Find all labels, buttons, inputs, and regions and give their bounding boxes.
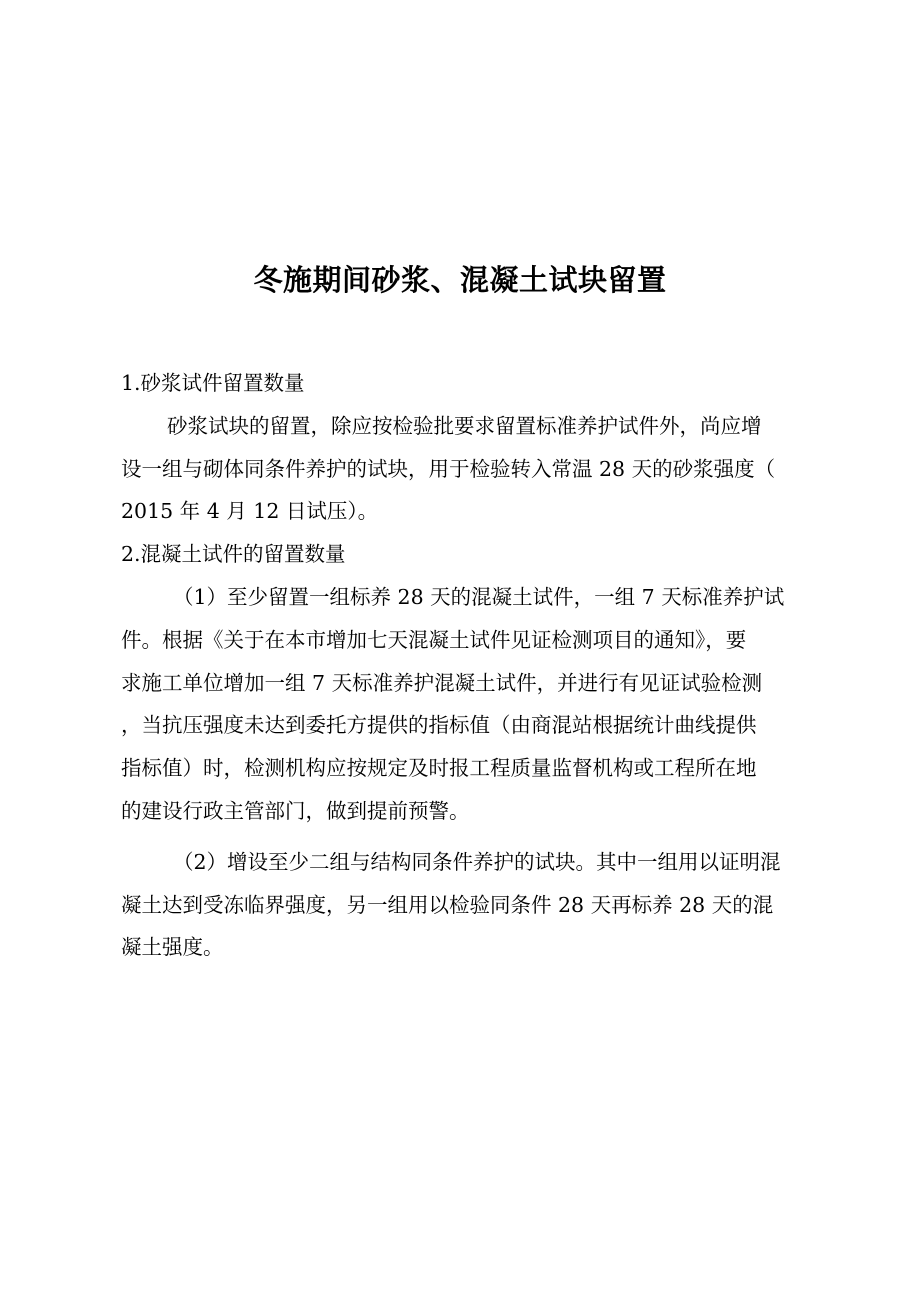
section-1-heading: 1.砂浆试件留置数量: [121, 371, 305, 395]
paragraph-line: ，当抗压强度未达到委托方提供的指标值（由商混站根据统计曲线提供: [121, 713, 757, 738]
paragraph-line: 凝土达到受冻临界强度，另一组用以检验同条件 28 天再标养 28 天的混: [121, 892, 774, 917]
section-2-item-2: [121, 841, 803, 969]
paragraph-line: 指标值）时，检测机构应按规定及时报工程质量监督机构或工程所在地: [121, 756, 757, 781]
section-2-heading: 2.混凝土试件的留置数量: [121, 542, 346, 567]
paragraph-spacer: [121, 833, 803, 841]
paragraph-line: 凝土强度。: [121, 935, 224, 960]
page-title: 冬施期间砂浆、混凝土试块留置: [253, 263, 667, 297]
paragraph-line: 求施工单位增加一组 7 天标准养护混凝土试件，并进行有见证试验检测: [121, 670, 763, 695]
document-body: [121, 362, 803, 969]
paragraph-line: 砂浆试块的留置，除应按检验批要求留置标准养护试件外，尚应增: [167, 413, 762, 438]
paragraph-line: 2015 年 4 月 12 日试压）。: [121, 499, 379, 524]
paragraph-line: 件。根据《关于在本市增加七天混凝土试件见证检测项目的通知》，要: [121, 627, 747, 652]
paragraph-line: 的建设行政主管部门，做到提前预警。: [121, 798, 470, 823]
paragraph-line: 设一组与砌体同条件养护的试块，用于检验转入常温 28 天的砂浆强度（: [121, 456, 776, 481]
section-1-paragraph: [121, 405, 803, 533]
paragraph-line: （1）至少留置一组标养 28 天的混凝土试件，一组 7 天标准养护试: [173, 584, 785, 609]
paragraph-line: （2）增设至少二组与结构同条件养护的试块。其中一组用以证明混: [173, 849, 781, 874]
section-2-item-1: [121, 576, 803, 833]
